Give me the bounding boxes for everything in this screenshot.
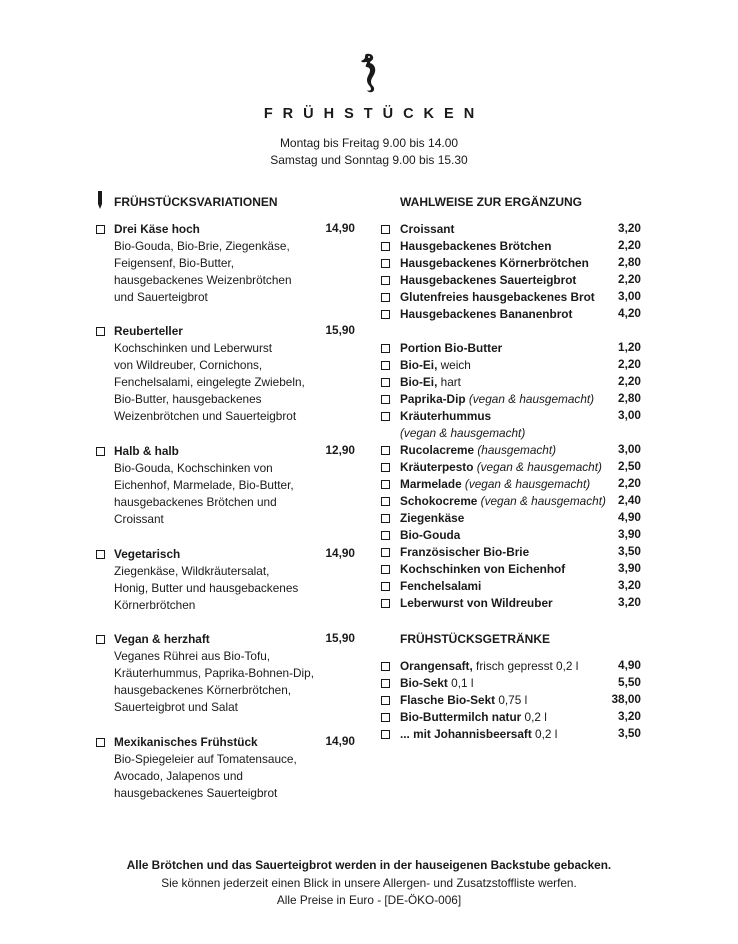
- extra-item: [400, 357, 615, 374]
- checkbox[interactable]: [381, 662, 390, 671]
- item-note: (hausgemacht): [474, 443, 557, 457]
- checkbox[interactable]: [96, 447, 105, 456]
- extra-item: [400, 476, 615, 493]
- checkbox[interactable]: [96, 327, 105, 336]
- item-name: Ziegenkäse: [400, 511, 465, 525]
- item-description: Sauerteigbrot und Salat: [114, 700, 238, 714]
- item-price: 3,00: [618, 442, 641, 456]
- hours-weekdays: Montag bis Freitag 9.00 bis 14.00: [279, 136, 459, 150]
- extra-item: [400, 459, 615, 476]
- item-price: 3,50: [618, 726, 641, 740]
- extra-item: [400, 442, 615, 459]
- item-name: Hausgebackenes Sauerteigbrot: [400, 273, 577, 287]
- left-heading: FRÜHSTÜCKSVARIATIONEN: [114, 195, 278, 209]
- item-description: Ziegenkäse, Wildkräutersalat,: [114, 564, 270, 578]
- item-price: 12,90: [325, 443, 355, 457]
- item-price: 15,90: [325, 631, 355, 645]
- extra-item: [400, 391, 615, 408]
- item-price: 2,40: [618, 493, 641, 507]
- extra-item: [400, 408, 615, 425]
- item-price: 4,90: [618, 510, 641, 524]
- item-name: Bio-Sekt: [400, 676, 448, 690]
- item-name: Kochschinken von Eichenhof: [400, 562, 566, 576]
- checkbox[interactable]: [381, 531, 390, 540]
- extra-item: [400, 493, 615, 510]
- item-name: Marmelade: [400, 477, 462, 491]
- item-price: 3,20: [618, 709, 641, 723]
- item-name: Kräuterhummus: [400, 409, 492, 423]
- checkbox[interactable]: [381, 344, 390, 353]
- item-price: 3,20: [618, 221, 641, 235]
- item-price: 2,80: [618, 391, 641, 405]
- item-description: hausgebackenes Weizenbrötchen: [114, 273, 292, 287]
- drink-item: [400, 726, 615, 743]
- item-price: 14,90: [325, 221, 355, 235]
- item-name: Bio-Buttermilch natur: [400, 710, 522, 724]
- footer-bakery-note: Alle Brötchen und das Sauerteigbrot werden in der hauseigenen Backstube gebacken.: [126, 858, 612, 872]
- item-price: 3,00: [618, 289, 641, 303]
- checkbox[interactable]: [381, 565, 390, 574]
- item-description: Bio-Spiegeleier auf Tomatensauce,: [114, 752, 297, 766]
- item-description: hausgebackenes Körnerbrötchen,: [114, 683, 292, 697]
- checkbox[interactable]: [381, 225, 390, 234]
- item-price: 3,90: [618, 561, 641, 575]
- item-name: Hausgebackenes Körnerbrötchen: [400, 256, 589, 270]
- item-price: 2,20: [618, 272, 641, 286]
- checkbox[interactable]: [381, 679, 390, 688]
- item-detail: frisch gepresst 0,2 l: [472, 659, 579, 673]
- bread-item: [400, 272, 615, 289]
- item-detail: 0,2 l: [531, 727, 558, 741]
- item-name: Vegan & herzhaft: [114, 632, 210, 646]
- checkbox[interactable]: [96, 550, 105, 559]
- item-name: Drei Käse hoch: [114, 222, 200, 236]
- item-detail: 0,1 l: [447, 676, 474, 690]
- checkbox[interactable]: [381, 412, 390, 421]
- drinks-heading: FRÜHSTÜCKSGETRÄNKE: [400, 632, 550, 646]
- extra-item: [400, 578, 615, 595]
- item-price: 3,50: [618, 544, 641, 558]
- item-name: Portion Bio-Butter: [400, 341, 503, 355]
- extra-item: [400, 544, 615, 561]
- item-name: Hausgebackenes Bananenbrot: [400, 307, 573, 321]
- item-price: 4,20: [618, 306, 641, 320]
- item-description: Kochschinken und Leberwurst: [114, 341, 273, 355]
- drink-item: [400, 675, 615, 692]
- item-price: 15,90: [325, 323, 355, 337]
- item-name: Reuberteller: [114, 324, 183, 338]
- item-name: Bio-Ei,: [400, 358, 438, 372]
- item-price: 14,90: [325, 734, 355, 748]
- item-description: hausgebackenes Brötchen und: [114, 495, 277, 509]
- item-name: Croissant: [400, 222, 455, 236]
- item-price: 3,20: [618, 595, 641, 609]
- extra-item: [400, 595, 615, 612]
- item-name: Vegetarisch: [114, 547, 181, 561]
- item-description: Honig, Butter und hausgebackenes: [114, 581, 299, 595]
- item-description: Veganes Rührei aus Bio-Tofu,: [114, 649, 271, 663]
- checkbox[interactable]: [381, 514, 390, 523]
- item-price: 2,20: [618, 374, 641, 388]
- extra-item: [400, 374, 615, 391]
- checkbox[interactable]: [381, 395, 390, 404]
- item-name: Glutenfreies hausgebackenes Brot: [400, 290, 595, 304]
- item-name: Rucolacreme: [400, 443, 475, 457]
- item-price: 14,90: [325, 546, 355, 560]
- item-name: Bio-Gouda: [400, 528, 461, 542]
- item-name: Orangensaft,: [400, 659, 473, 673]
- item-description: von Wildreuber, Cornichons,: [114, 358, 263, 372]
- menu-item: [114, 546, 319, 614]
- item-description: und Sauerteigbrot: [114, 290, 208, 304]
- page-title: FRÜHSTÜCKEN: [263, 106, 485, 122]
- checkbox[interactable]: [381, 361, 390, 370]
- checkbox[interactable]: [381, 259, 390, 268]
- item-name: Bio-Ei,: [400, 375, 438, 389]
- item-name: Leberwurst von Wildreuber: [400, 596, 553, 610]
- item-detail: hart: [437, 375, 461, 389]
- item-description: Bio-Gouda, Bio-Brie, Ziegenkäse,: [114, 239, 290, 253]
- extra-item: [400, 561, 615, 578]
- extra-item: [400, 527, 615, 544]
- checkbox[interactable]: [381, 242, 390, 251]
- item-name: Fenchelsalami: [400, 579, 482, 593]
- item-note: (vegan & hausgemacht): [400, 426, 526, 440]
- item-note: (vegan & hausgemacht): [477, 494, 606, 508]
- item-description: Bio-Gouda, Kochschinken von: [114, 461, 273, 475]
- item-price: 2,50: [618, 459, 641, 473]
- item-name: Kräuterpesto: [400, 460, 474, 474]
- item-description: Weizenbrötchen und Sauerteigbrot: [114, 409, 297, 423]
- item-detail: 0,75 l: [495, 693, 528, 707]
- pencil-icon: [97, 191, 103, 209]
- item-name: Flasche Bio-Sekt: [400, 693, 496, 707]
- checkbox[interactable]: [96, 225, 105, 234]
- item-description: Fenchelsalami, eingelegte Zwiebeln,: [114, 375, 305, 389]
- checkbox[interactable]: [381, 696, 390, 705]
- checkbox[interactable]: [381, 730, 390, 739]
- item-price: 2,20: [618, 238, 641, 252]
- item-price: 3,90: [618, 527, 641, 541]
- checkbox[interactable]: [96, 635, 105, 644]
- checkbox[interactable]: [381, 310, 390, 319]
- item-price: 2,80: [618, 255, 641, 269]
- right-heading: WAHLWEISE ZUR ERGÄNZUNG: [400, 195, 582, 209]
- item-name: Mexikanisches Frühstück: [114, 735, 258, 749]
- menu-item: [114, 443, 319, 528]
- bread-item: [400, 238, 615, 255]
- item-price: 1,20: [618, 340, 641, 354]
- item-price: 3,20: [618, 578, 641, 592]
- hours-weekend: Samstag und Sonntag 9.00 bis 15.30: [270, 153, 468, 167]
- checkbox[interactable]: [381, 599, 390, 608]
- item-price: 5,50: [618, 675, 641, 689]
- extra-item: [400, 340, 615, 357]
- checkbox[interactable]: [96, 738, 105, 747]
- item-description: Croissant: [114, 512, 164, 526]
- item-description: Körnerbrötchen: [114, 598, 196, 612]
- checkbox[interactable]: [381, 276, 390, 285]
- item-note: (vegan & hausgemacht): [465, 392, 595, 406]
- drink-item: [400, 692, 615, 709]
- item-note: (vegan & hausgemacht): [461, 477, 591, 491]
- item-price: 2,20: [618, 476, 641, 490]
- item-name: Französischer Bio-Brie: [400, 545, 530, 559]
- footer-price-note: Alle Preise in Euro - [DE-ÖKO-006]: [276, 893, 462, 907]
- checkbox[interactable]: [381, 497, 390, 506]
- drink-item: [400, 709, 615, 726]
- bread-item: [400, 221, 615, 238]
- checkbox[interactable]: [381, 480, 390, 489]
- item-name: Halb & halb: [114, 444, 179, 458]
- bread-item: [400, 306, 615, 323]
- menu-item: [114, 734, 319, 802]
- menu-item: [114, 221, 319, 306]
- item-name: ... mit Johannisbeersaft: [400, 727, 532, 741]
- item-description: Kräuterhummus, Paprika-Bohnen-Dip,: [114, 666, 314, 680]
- footer-allergen-note: Sie können jederzeit einen Blick in unsere Allergen- und Zusatzstoffliste werfen.: [161, 876, 577, 890]
- checkbox[interactable]: [381, 378, 390, 387]
- drink-item: [400, 658, 615, 675]
- bread-item: [400, 255, 615, 272]
- menu-item: [114, 323, 319, 425]
- item-detail: 0,2 l: [521, 710, 547, 724]
- item-description: Feigensenf, Bio-Butter,: [114, 256, 235, 270]
- item-price: 38,00: [611, 692, 641, 706]
- checkbox[interactable]: [381, 548, 390, 557]
- item-price: 3,00: [618, 408, 641, 422]
- item-note: (vegan & hausgemacht): [473, 460, 602, 474]
- seahorse-logo-icon: [356, 52, 382, 94]
- checkbox[interactable]: [381, 463, 390, 472]
- item-name: Paprika-Dip: [400, 392, 466, 406]
- item-price: 4,90: [618, 658, 641, 672]
- checkbox[interactable]: [381, 582, 390, 591]
- item-description: Eichenhof, Marmelade, Bio-Butter,: [114, 478, 294, 492]
- item-description: hausgebackenes Sauerteigbrot: [114, 786, 278, 800]
- bread-item: [400, 289, 615, 306]
- item-name: Schokocreme: [400, 494, 478, 508]
- checkbox[interactable]: [381, 446, 390, 455]
- extra-item: [400, 510, 615, 527]
- item-detail: weich: [437, 358, 471, 372]
- item-description: Bio-Butter, hausgebackenes: [114, 392, 262, 406]
- checkbox[interactable]: [381, 293, 390, 302]
- item-description: Avocado, Jalapenos und: [114, 769, 243, 783]
- checkbox[interactable]: [381, 713, 390, 722]
- item-price: 2,20: [618, 357, 641, 371]
- item-name: Hausgebackenes Brötchen: [400, 239, 552, 253]
- menu-item: [114, 631, 319, 716]
